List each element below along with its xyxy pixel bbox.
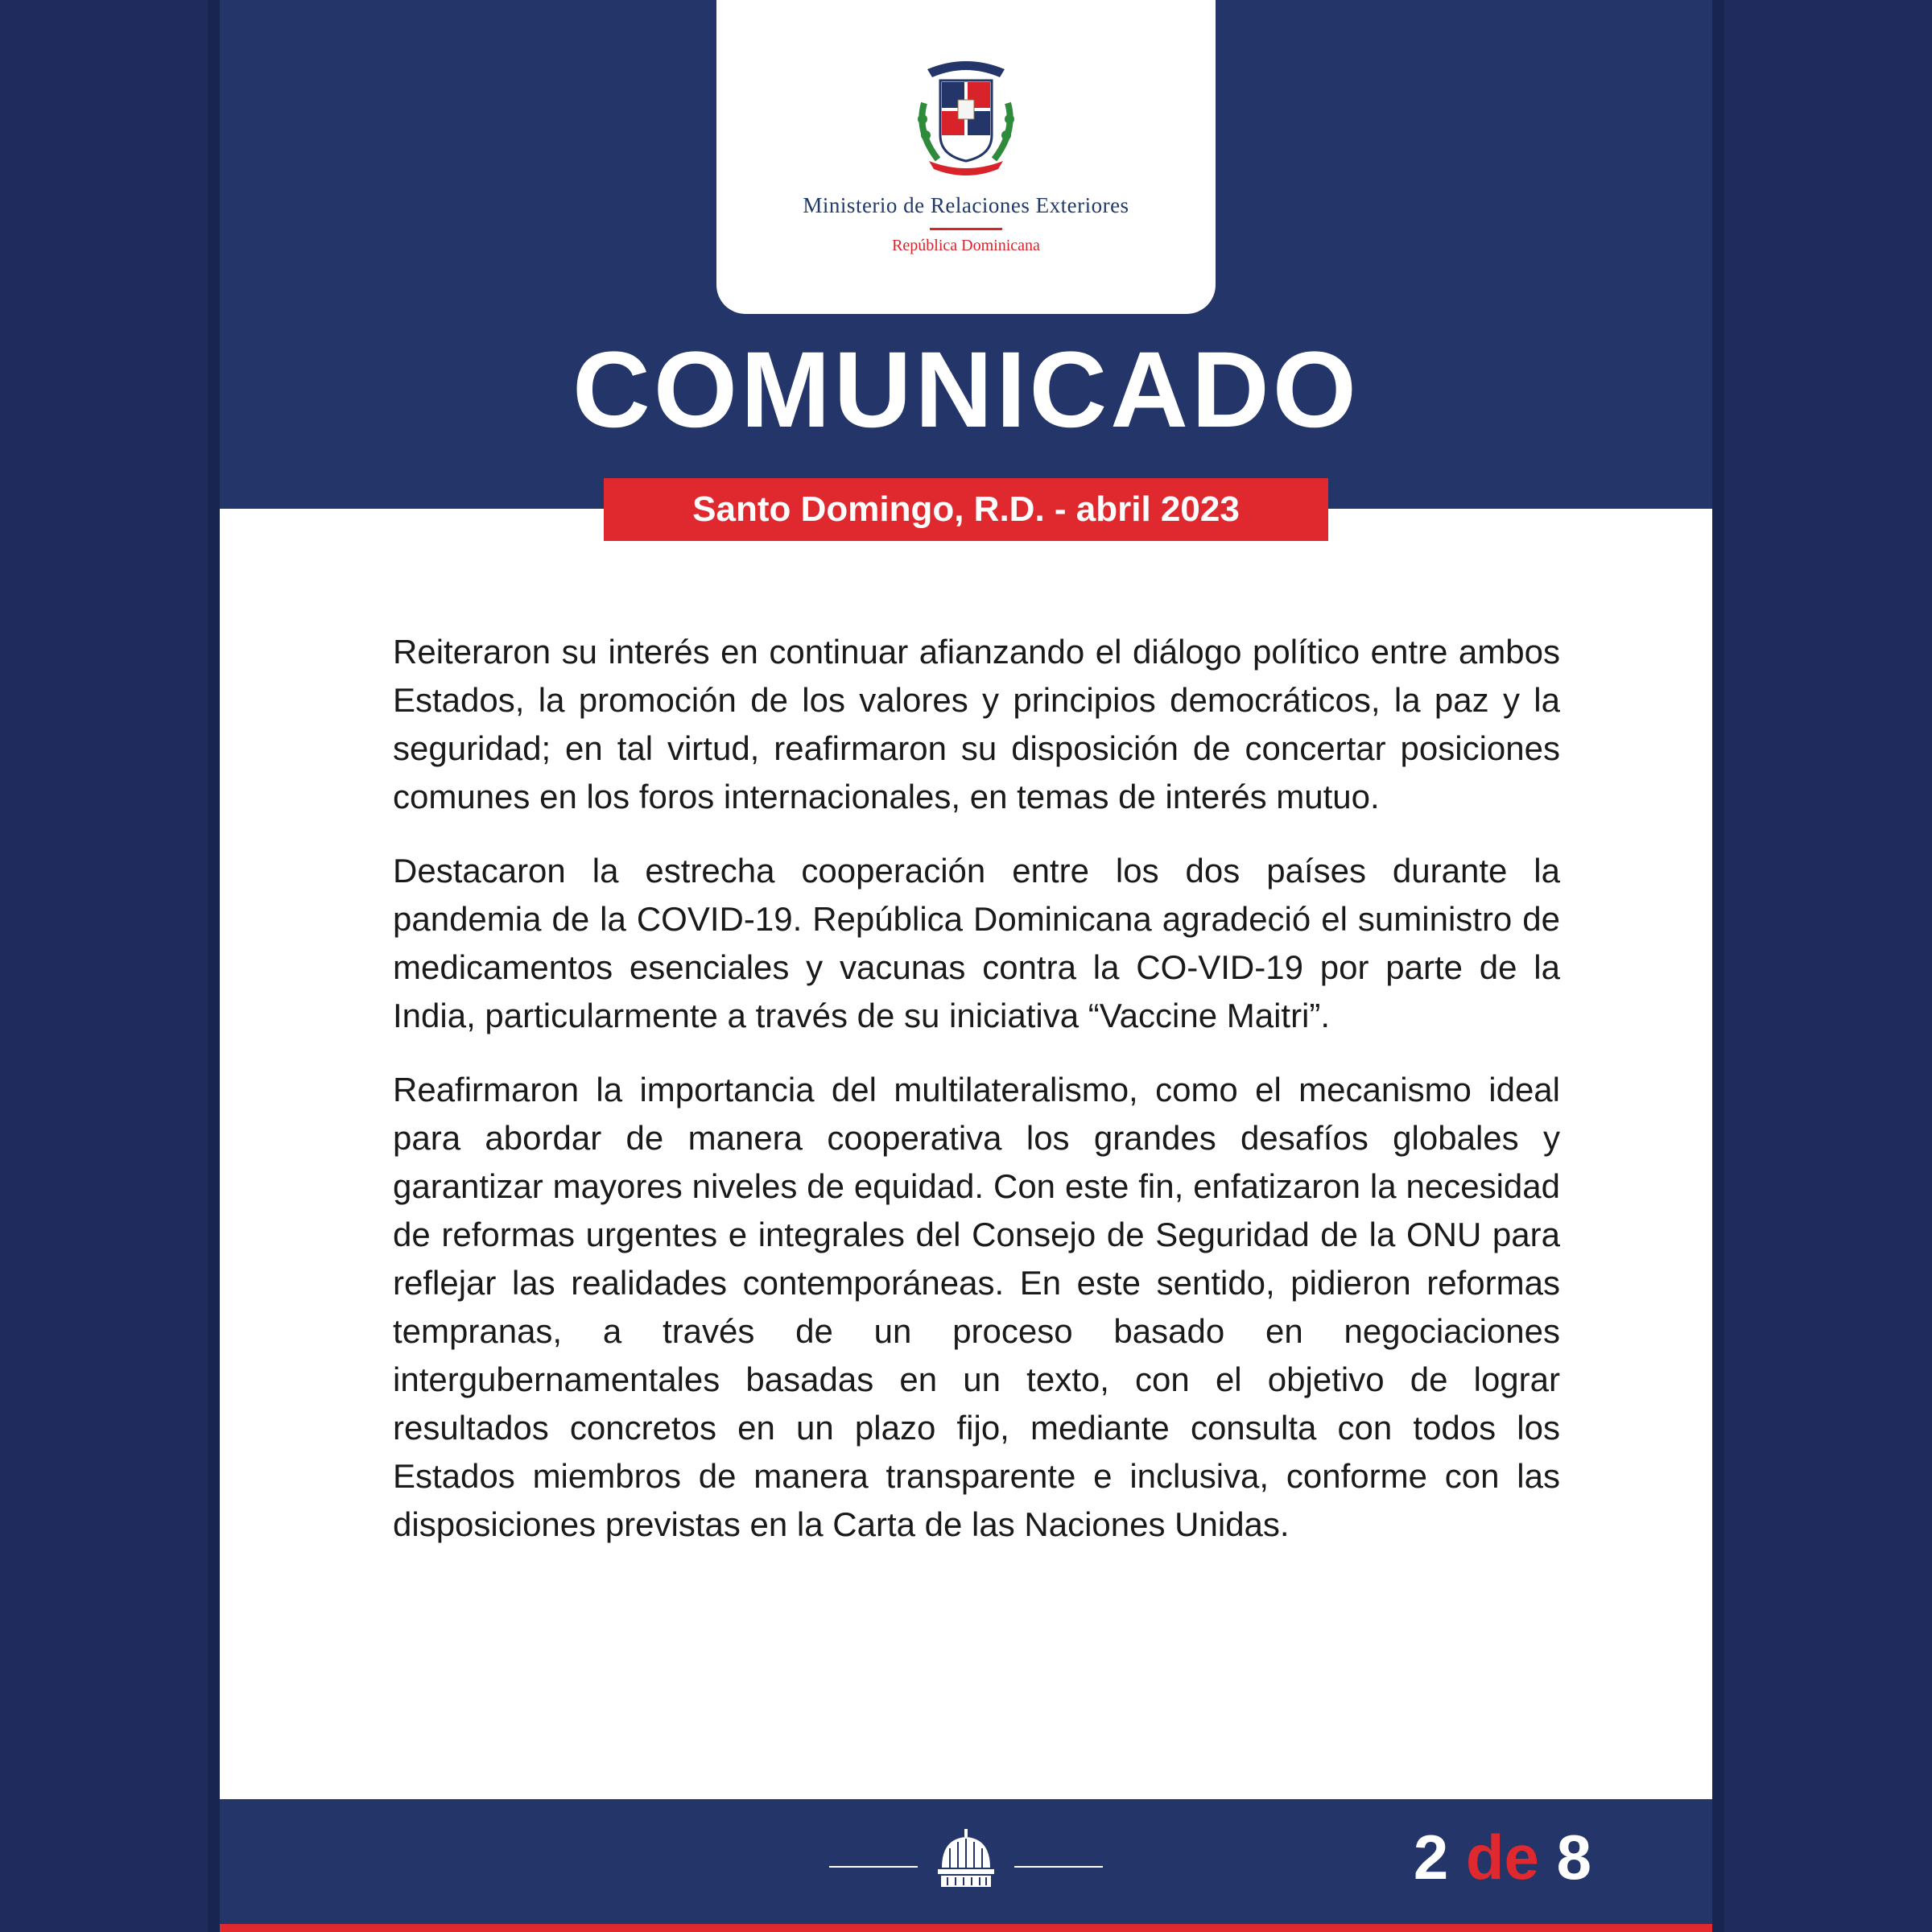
ministry-name: Ministerio de Relaciones Exteriores <box>803 193 1129 217</box>
communique-card <box>220 0 1712 1932</box>
right-gutter <box>1712 0 1932 1932</box>
footer-divider-left <box>829 1866 918 1868</box>
communique-body <box>393 628 1560 1575</box>
footer-red-line <box>220 1924 1712 1932</box>
footer-divider-right <box>1014 1866 1103 1868</box>
date-badge: Santo Domingo, R.D. - abril 2023 <box>604 478 1328 541</box>
paragraph: Reiteraron su interés en continuar afianzando el diálogo político entre ambos Estados, la promoción de los valores y principios democráticos, la paz y la seguridad; en tal virtud, reafirmaron su disposición de concertar posiciones comunes en los foros internacionales, en temas de interés mutuo. <box>393 633 1560 815</box>
left-gutter-shadow <box>208 0 220 1932</box>
coat-of-arms-icon <box>910 55 1022 184</box>
ministry-divider <box>930 228 1002 230</box>
page-current: 2 <box>1413 1822 1449 1893</box>
page-separator: de <box>1465 1822 1539 1893</box>
right-gutter-shadow <box>1712 0 1724 1932</box>
page-total: 8 <box>1556 1822 1591 1893</box>
paragraph: Reafirmaron la importancia del multilateralismo, como el mecanismo ideal para abordar de manera cooperativa los grandes desafíos globales y garantizar mayores niveles de equidad. Con este fin, enfatizaron la necesidad de reformas urgentes e integrales del Consejo de Seguridad de la ONU para reflejar las realidades contemporáneas. En este sentido, pidieron reformas tempranas, a través de un proceso basado en negociaciones intergubernamentales basadas en un texto, con el objetivo de lograr resultados concretos en un plazo fijo, mediante consulta con todos los Estados miembros de manera transparente e inclusiva, conforme con las disposiciones previstas en la Carta de las Naciones Unidas. <box>393 1071 1560 1543</box>
paragraph: Destacaron la estrecha cooperación entre los dos países durante la pandemia de la COVID-19. República Dominicana agradeció el suministro de medicamentos esenciales y vacunas contra la CO-VID-19 por parte de la India, particularmente a través de su iniciativa “Vaccine Maitri”. <box>393 852 1560 1034</box>
ministry-country: República Dominicana <box>892 237 1040 254</box>
page-title: COMUNICADO <box>572 330 1360 450</box>
page-indicator <box>1413 1822 1591 1893</box>
ministry-logo-box <box>716 0 1216 314</box>
left-gutter <box>0 0 220 1932</box>
dome-icon <box>930 1827 1002 1892</box>
